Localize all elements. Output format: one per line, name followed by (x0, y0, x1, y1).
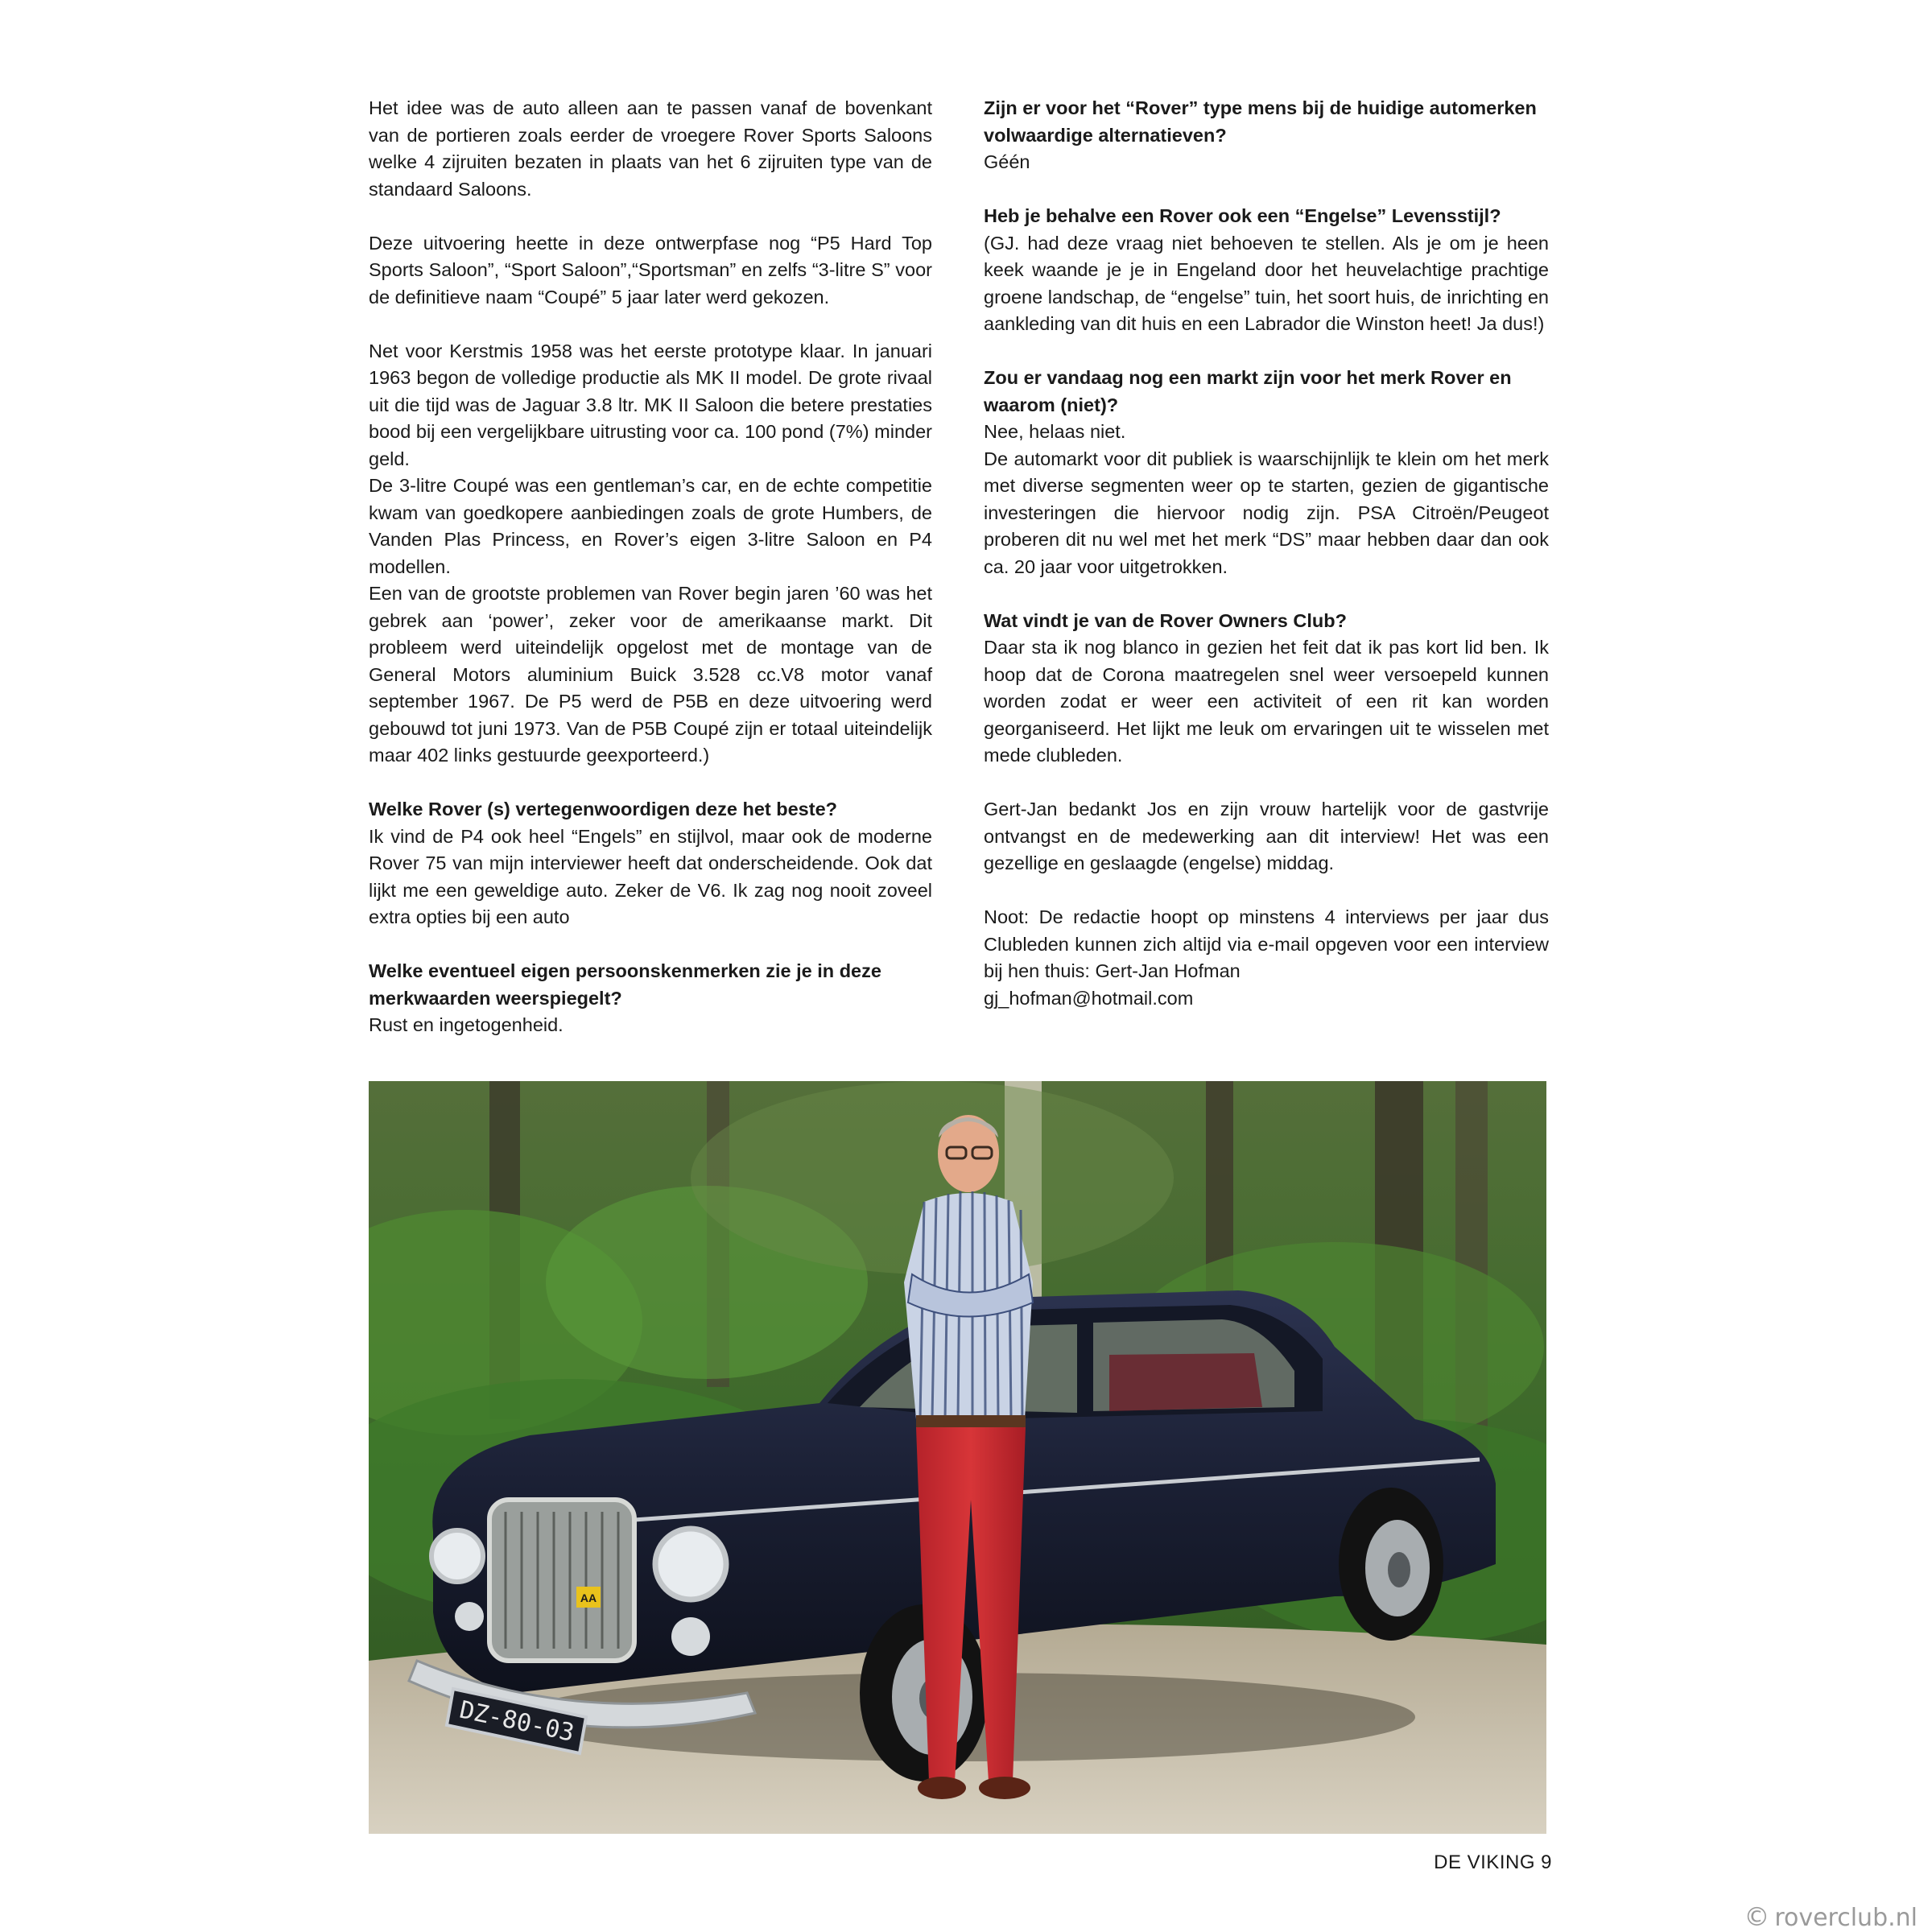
qa-block (369, 958, 932, 1039)
paragraph: Deze uitvoering heette in deze ontwerpfase nog “P5 Hard Top Sports Saloon”, “Sport Saloon”,“Sportsman” en zelfs “3-litre S” voor de definitieve naam “Coupé” 5 jaar later werd gekozen. (369, 232, 932, 308)
photo-illustration (369, 1081, 1546, 1834)
answer-text: De automarkt voor dit publiek is waarschijnlijk te klein om het merk met diverse segmenten weer op te starten, gezien de gigantische investeringen die hiervoor nodig zijn. PSA Citroën/Peugeot proberen dit nu wel met het merk “DS” maar hebben daar dan ook ca. 20 jaar voor uitgetrokken. (984, 448, 1549, 577)
paragraph: Een van de grootste problemen van Rover begin jaren ’60 was het gebrek aan ‘power’, zeker voor de amerikaanse markt. Dit probleem werd uiteindelijk opgelost met de montage van de General Motors aluminium Buick 3.528 cc.V8 motor vanaf september 1967. De P5 werd de P5B en deze uitvoering werd gebouwd tot juni 1973. Van de P5B Coupé zijn er totaal uiteindelijk maar 402 links gestuurde geexporteerd.) (369, 583, 932, 766)
headlight (431, 1530, 483, 1582)
page-footer: DE VIKING 9 (1434, 1852, 1552, 1873)
watermark (1744, 1901, 1918, 1932)
answer-text: Ik vind de P4 ook heel “Engels” en stijlvol, maar ook de moderne Rover 75 van mijn interviewer heeft dat onderscheidende. Ook dat lijkt me een geweldige auto. Zeker de V6. Ik zag nog nooit zoveel extra opties bij een auto (369, 825, 932, 927)
note-paragraph (984, 904, 1549, 1012)
qa-block (984, 95, 1549, 176)
watermark-text: roverclub.nl (1774, 1904, 1918, 1932)
headlight (655, 1529, 726, 1600)
answer-text: Rust en ingetogenheid. (369, 1014, 564, 1035)
paragraph: Het idee was de auto alleen aan te passen vanaf de bovenkant van de portieren zoals eerder de vroegere Rover Sports Saloons welke 4 zijruiten bezaten in plaats van het 6 zijruiten type van de standaard Saloons. (369, 97, 932, 200)
aa-badge-text: AA (580, 1591, 597, 1604)
license-plate-text: DZ-80-03 (456, 1695, 577, 1748)
qa-block (984, 203, 1549, 338)
rear-wheel (1339, 1488, 1443, 1641)
qa-block (369, 796, 932, 931)
left-column (369, 95, 932, 1066)
qa-block (984, 365, 1549, 580)
answer-text: (GJ. had deze vraag niet behoeven te stellen. Als je om je heen keek waande je je in Engeland door het heuvelachtige prachtige groene landschap, de “engelse” tuin, het soort huis, de inrichting en aankleding van dit huis en een Labrador die Winston heet! Ja dus!) (984, 232, 1549, 334)
question-heading: Welke eventueel eigen persoonskenmerken zie je in deze merkwaarden weerspiegelt? (369, 960, 881, 1009)
photo-car-and-owner (369, 1081, 1546, 1834)
question-heading: Wat vindt je van de Rover Owners Club? (984, 609, 1347, 631)
paragraph: Net voor Kerstmis 1958 was het eerste prototype klaar. In januari 1963 begon de volledige productie als MK II model. De grote rivaal uit die tijd was de Jaguar 3.8 ltr. MK II Saloon die betere prestaties bood bij een vergelijkbare uitrusting voor ca. 100 pond (7%) minder geld. (369, 340, 932, 469)
question-heading: Zou er vandaag nog een markt zijn voor het merk Rover en waarom (niet)? (984, 367, 1512, 415)
question-heading: Heb je behalve een Rover ook een “Engelse” Levensstijl? (984, 205, 1501, 226)
thanks-paragraph: Gert-Jan bedankt Jos en zijn vrouw hartelijk voor de gastvrije ontvangst en de medewerking aan dit interview! Het was een gezellige en geslaagde (engelse) middag. (984, 799, 1549, 873)
note-text: Noot: De redactie hoopt op minstens 4 interviews per jaar dus Clubleden kunnen zich altijd via e-mail opgeven voor een interview bij hen thuis: Gert-Jan Hofman (984, 906, 1549, 981)
paragraph: De 3-litre Coupé was een gentleman’s car, en de echte competitie kwam van goedkopere aanbiedingen zoals de grote Humbers, de Vanden Plas Princess, en Rover’s eigen 3-litre Saloon en P4 modellen. (369, 475, 932, 577)
email-link[interactable]: gj_hofman@hotmail.com (984, 987, 1194, 1009)
question-heading: Welke Rover (s) vertegenwoordigen deze het beste? (369, 799, 837, 819)
answer-text: Nee, helaas niet. (984, 421, 1126, 442)
right-column (984, 95, 1549, 1039)
copyright-icon: © (1744, 1901, 1770, 1932)
qa-block (984, 608, 1549, 770)
answer-text: Daar sta ik nog blanco in gezien het feit dat ik pas kort lid ben. Ik hoop dat de Corona maatregelen snel weer versoepeld kunnen worden zodat er weer een activiteit of een rit kan worden georganiseerd. Het lijkt me leuk om ervaringen uit te wisselen met mede clubleden. (984, 637, 1549, 766)
question-heading: Zijn er voor het “Rover” type mens bij de huidige automerken volwaardige alternatieven? (984, 97, 1537, 146)
answer-text: Géén (984, 151, 1030, 172)
car-grille (489, 1500, 634, 1661)
